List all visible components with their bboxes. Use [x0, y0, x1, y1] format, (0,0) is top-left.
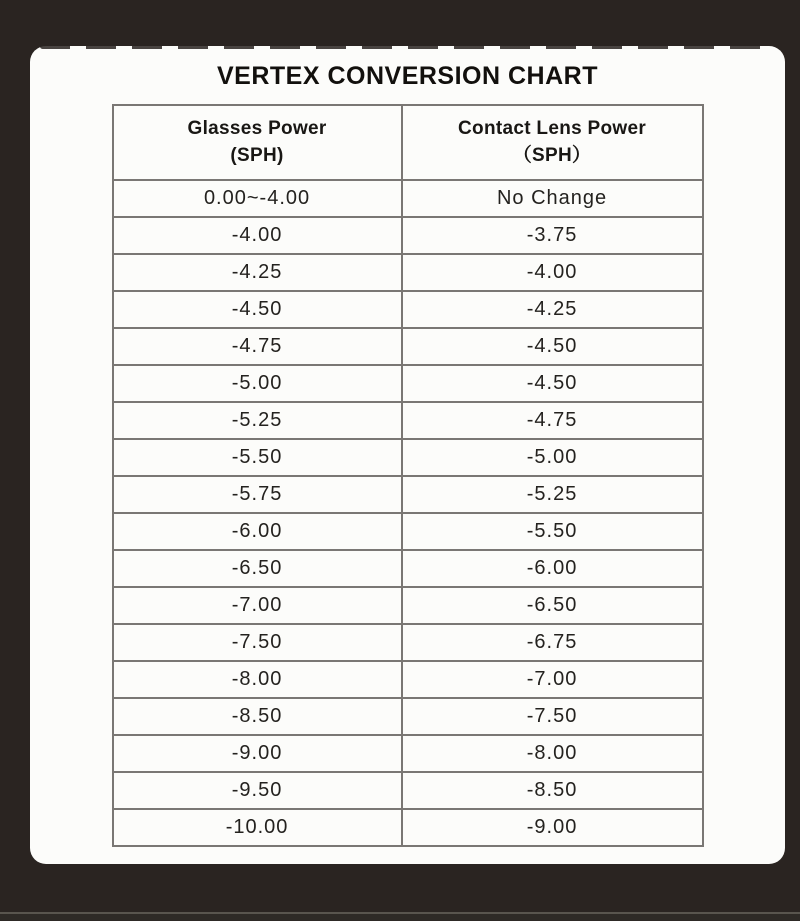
table-row [113, 254, 703, 291]
contact-lens-power-cell: -5.50 [402, 513, 703, 550]
glasses-power-cell: -8.50 [113, 698, 402, 735]
glasses-power-cell: -8.00 [113, 661, 402, 698]
table-row [113, 180, 703, 217]
glasses-power-cell: 0.00~-4.00 [113, 180, 402, 217]
contact-lens-power-cell: -7.50 [402, 698, 703, 735]
bottom-edge-strip [0, 912, 800, 921]
table-row [113, 809, 703, 846]
contact-lens-power-cell: -5.00 [402, 439, 703, 476]
table-row [113, 365, 703, 402]
table-row [113, 513, 703, 550]
contact-lens-power-cell: -7.00 [402, 661, 703, 698]
contact-lens-power-cell: -8.00 [402, 735, 703, 772]
glasses-power-cell: -9.50 [113, 772, 402, 809]
glasses-power-cell: -5.00 [113, 365, 402, 402]
glasses-power-cell: -5.75 [113, 476, 402, 513]
table-row [113, 291, 703, 328]
contact-lens-power-cell: -6.75 [402, 624, 703, 661]
table-row [113, 476, 703, 513]
col-header-glasses-power [113, 105, 402, 180]
table-row [113, 439, 703, 476]
chart-title: VERTEX CONVERSION CHART [217, 62, 598, 90]
col-header-glasses-line2: (SPH) [230, 144, 284, 166]
col-header-glasses-line1: Glasses Power [187, 117, 327, 139]
glasses-power-cell: -4.00 [113, 217, 402, 254]
glasses-power-cell: -6.00 [113, 513, 402, 550]
contact-lens-power-cell: -4.50 [402, 365, 703, 402]
glasses-power-cell: -7.00 [113, 587, 402, 624]
table-row [113, 328, 703, 365]
glasses-power-cell: -6.50 [113, 550, 402, 587]
table-row [113, 402, 703, 439]
glasses-power-cell: -4.50 [113, 291, 402, 328]
glasses-power-cell: -7.50 [113, 624, 402, 661]
table-row [113, 735, 703, 772]
table-row [113, 624, 703, 661]
vertex-conversion-table [112, 104, 704, 847]
col-header-contact-line2: （SPH） [512, 144, 592, 166]
contact-lens-power-cell: -6.00 [402, 550, 703, 587]
table-row [113, 772, 703, 809]
table-row [113, 661, 703, 698]
contact-lens-power-cell: -4.00 [402, 254, 703, 291]
contact-lens-power-cell: -4.25 [402, 291, 703, 328]
contact-lens-power-cell: -3.75 [402, 217, 703, 254]
col-header-contact-lens-power [402, 105, 703, 180]
glasses-power-cell: -4.25 [113, 254, 402, 291]
contact-lens-power-cell: -8.50 [402, 772, 703, 809]
table-header-row [113, 105, 703, 180]
glasses-power-cell: -10.00 [113, 809, 402, 846]
contact-lens-power-cell: -4.50 [402, 328, 703, 365]
conversion-chart-card [30, 46, 785, 864]
table-row [113, 550, 703, 587]
glasses-power-cell: -4.75 [113, 328, 402, 365]
table-row [113, 698, 703, 735]
glasses-power-cell: -9.00 [113, 735, 402, 772]
table-row [113, 217, 703, 254]
contact-lens-power-cell: No Change [402, 180, 703, 217]
contact-lens-power-cell: -9.00 [402, 809, 703, 846]
contact-lens-power-cell: -4.75 [402, 402, 703, 439]
col-header-contact-line1: Contact Lens Power [458, 117, 647, 139]
contact-lens-power-cell: -6.50 [402, 587, 703, 624]
contact-lens-power-cell: -5.25 [402, 476, 703, 513]
glasses-power-cell: -5.25 [113, 402, 402, 439]
glasses-power-cell: -5.50 [113, 439, 402, 476]
table-row [113, 587, 703, 624]
